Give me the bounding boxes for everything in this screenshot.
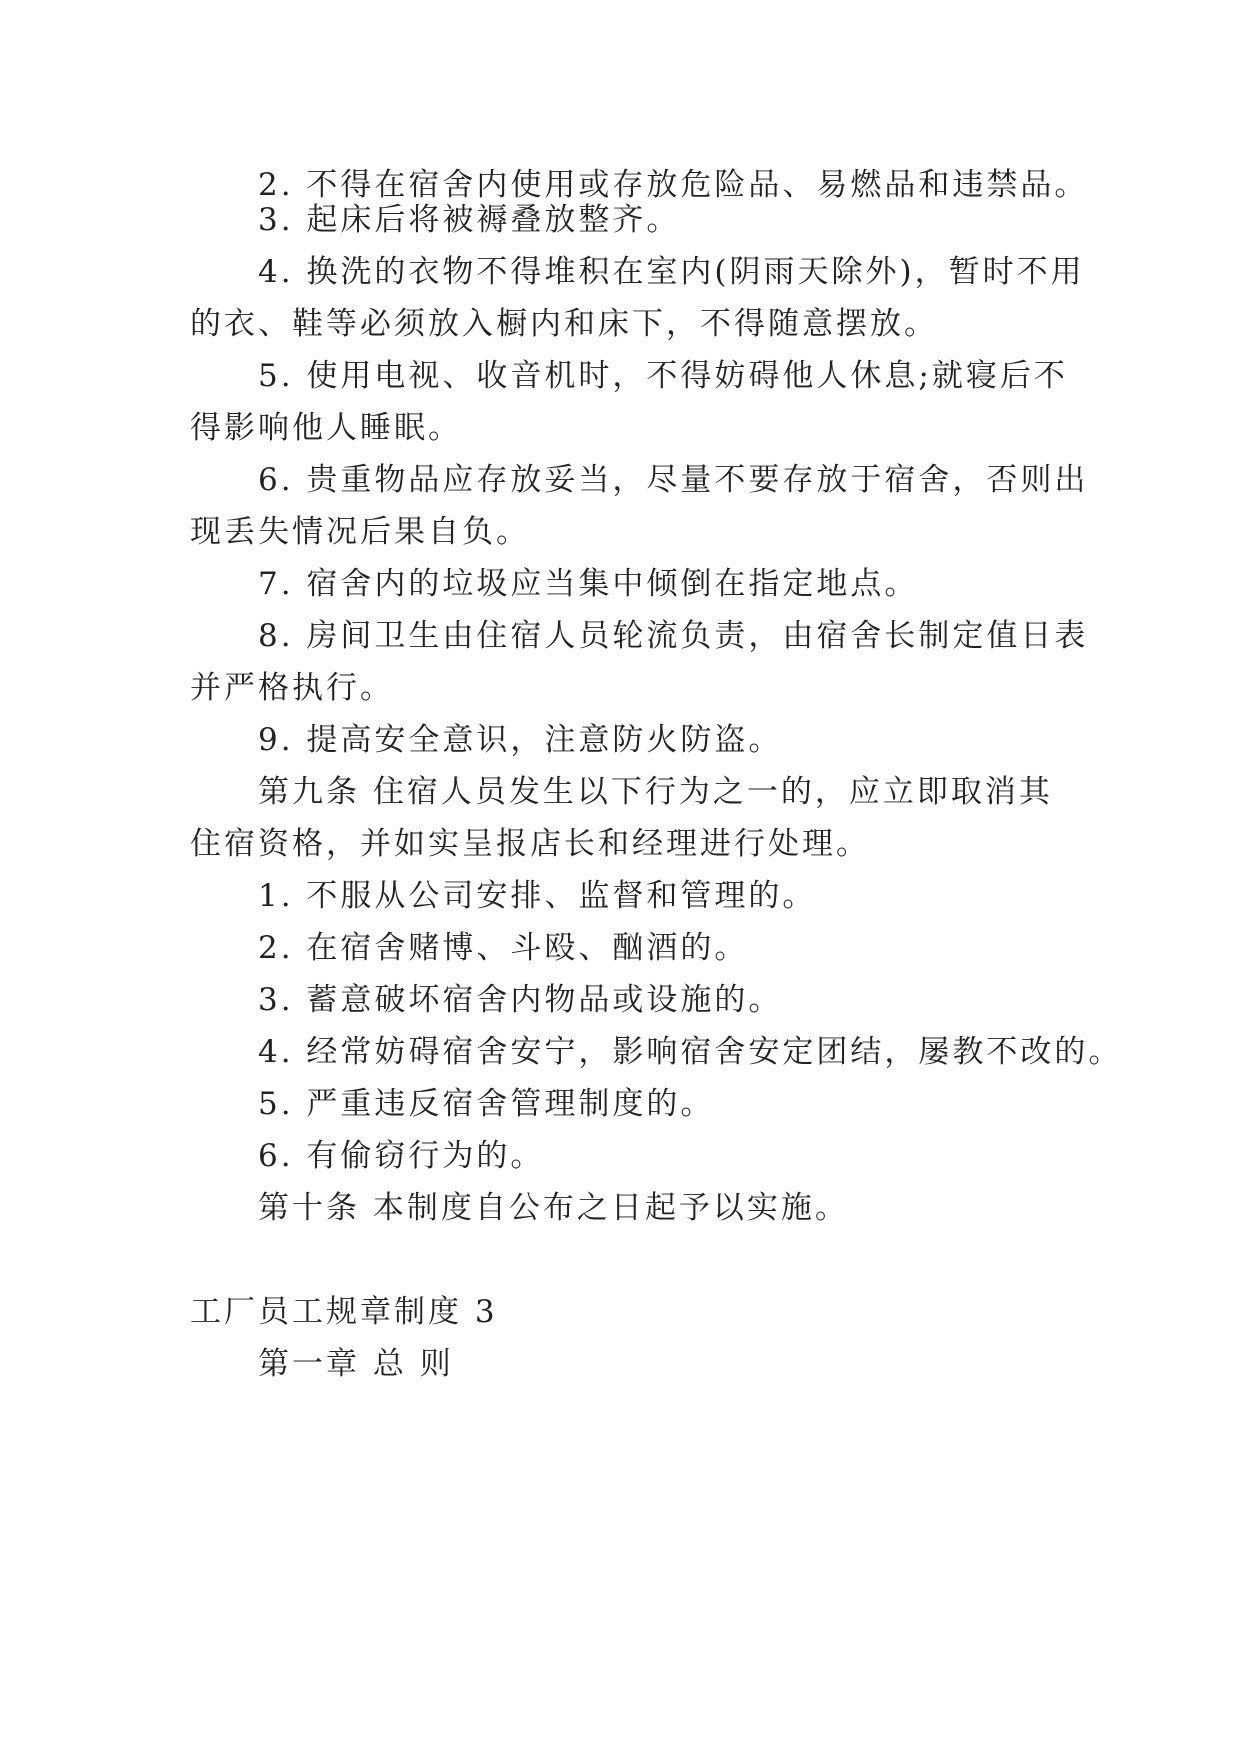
- paragraph-line: 4. 换洗的衣物不得堆积在室内(阴雨天除外)，暂时不用: [258, 254, 1085, 290]
- paragraph-line: 住宿资格，并如实呈报店长和经理进行处理。: [190, 826, 870, 862]
- paragraph-line: 5. 严重违反宿舍管理制度的。: [258, 1086, 715, 1122]
- paragraph-line: 5. 使用电视、收音机时，不得妨碍他人休息;就寝后不: [258, 358, 1068, 394]
- paragraph-line: 得影响他人睡眠。: [190, 410, 462, 446]
- article-heading-line: 第九条 住宿人员发生以下行为之一的，应立即取消其: [258, 774, 1053, 810]
- paragraph-line: 2. 在宿舍赌博、斗殴、酗酒的。: [258, 930, 749, 966]
- paragraph-line: 的衣、鞋等必须放入橱内和床下，不得随意摆放。: [190, 306, 938, 342]
- paragraph-line: 3. 起床后将被褥叠放整齐。: [258, 202, 681, 238]
- paragraph-line: 现丢失情况后果自负。: [190, 514, 530, 550]
- paragraph-line: 6. 贵重物品应存放妥当，尽量不要存放于宿舍，否则出: [258, 462, 1089, 498]
- paragraph-line: 4. 经常妨碍宿舍安宁，影响宿舍安定团结，屡教不改的。: [258, 1034, 1123, 1070]
- section-title: 工厂员工规章制度 3: [190, 1294, 498, 1330]
- paragraph-line: 1. 不服从公司安排、监督和管理的。: [258, 878, 817, 914]
- paragraph-line: 并严格执行。: [190, 670, 394, 706]
- chapter-heading: 第一章 总 则: [258, 1346, 454, 1382]
- paragraph-line: 9. 提高安全意识，注意防火防盗。: [258, 722, 783, 758]
- paragraph-line: 7. 宿舍内的垃圾应当集中倾倒在指定地点。: [258, 566, 919, 602]
- paragraph-line: 6. 有偷窃行为的。: [258, 1138, 545, 1174]
- article-heading-line: 第十条 本制度自公布之日起予以实施。: [258, 1190, 849, 1226]
- paragraph-line: 8. 房间卫生由住宿人员轮流负责，由宿舍长制定值日表: [258, 618, 1089, 654]
- paragraph-line: 3. 蓄意破坏宿舍内物品或设施的。: [258, 982, 783, 1018]
- paragraph-line: 2. 不得在宿舍内使用或存放危险品、易燃品和违禁品。: [258, 167, 1089, 203]
